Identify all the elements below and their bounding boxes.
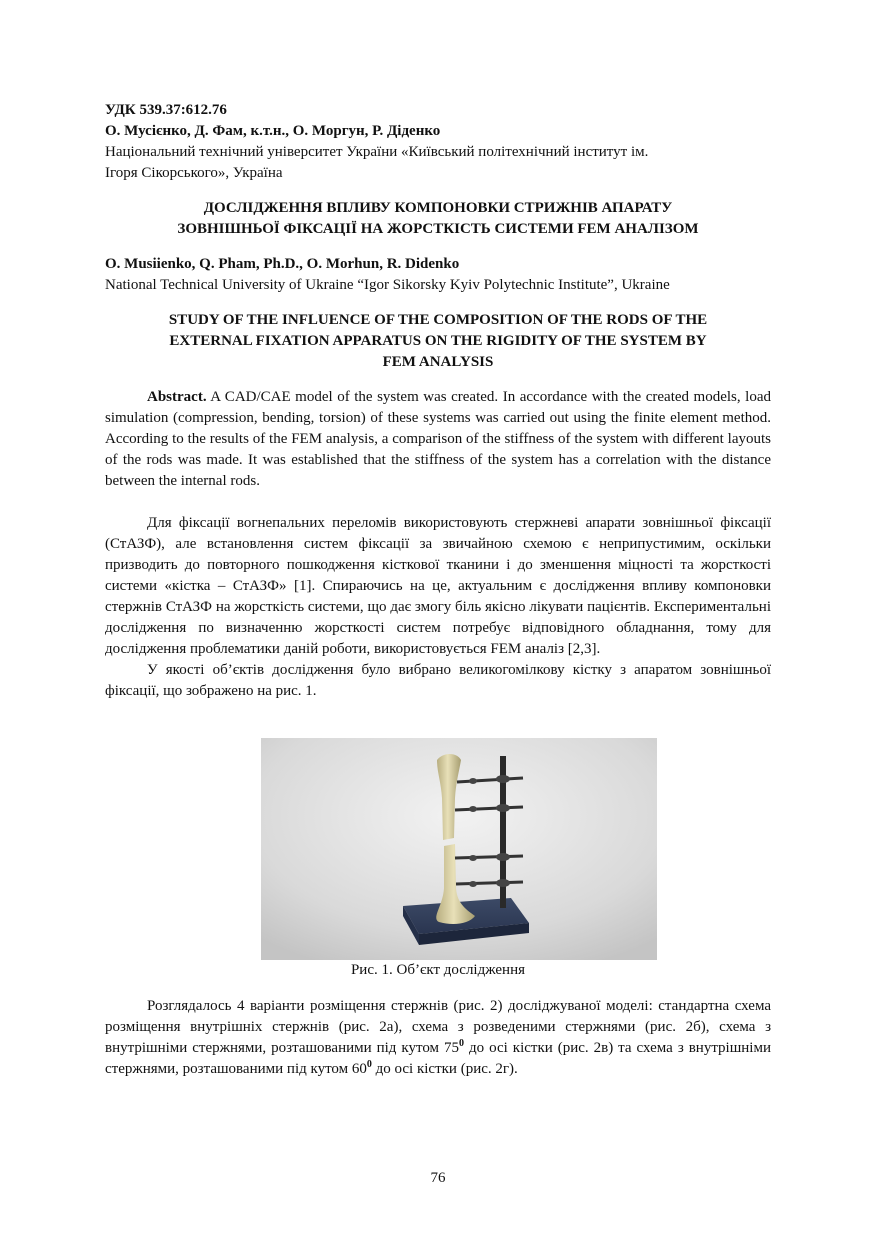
bone-fixator-illustration <box>261 738 657 960</box>
title-en <box>105 310 771 373</box>
paragraph-3 <box>105 996 771 1080</box>
affiliation-ua-line2: Ігоря Сікорського», Україна <box>105 165 283 181</box>
degree-superscript-2: 0 <box>366 1059 372 1070</box>
degree-superscript-1: 0 <box>459 1038 465 1049</box>
page-number: 76 <box>430 1170 446 1186</box>
paragraph-3-part-a: Розглядалось 4 варіанти розміщення стержнів (рис. 2) досліджуваної моделі: стандартна схема розміщення внутрішніх стержнів (рис. 2а), схема з розведеними стержнями (рис. 2б), схема з внутрішніми стержнями, розташованими під кутом 75 <box>105 998 771 1056</box>
title-en-line1: STUDY OF THE INFLUENCE OF THE COMPOSITION OF THE RODS OF THE <box>168 312 708 328</box>
udc-code: УДК 539.37:612.76 <box>105 102 227 118</box>
paragraph-1: Для фіксації вогнепальних переломів використовують стержневі апарати зовнішньої фіксації (СтАЗФ), але встановлення систем фіксації за звичайною схемою є неприпустимим, оскільки призводить до повторного пошкодження кісткової тканини і до зменшення міцності та жорсткості системи «кістка – СтАЗФ» [1]. Спираючись на це, актуальним є дослідження впливу компоновки стержнів СтАЗФ на жорсткість системи, що дає змогу біль якісно лікувати пацієнтів. Експериментальні дослідження по визначенню жорсткості систем потребує відповідного обладнання, тому для дослідження проблематики даній роботи, використовується FEM аналіз [2,3]. <box>105 515 771 657</box>
paragraph-3-part-b: до осі кістки (рис. 2в) та схема з внутрішніми стержнями, розташованими під кутом 60 <box>105 1040 771 1077</box>
authors-ua: О. Мусієнко, Д. Фам, к.т.н., О. Моргун, Р. Діденко <box>105 123 441 139</box>
affiliation-ua-line1: Національний технічний університет України «Київський політехнічний інститут ім. <box>105 144 649 160</box>
title-en-line2: EXTERNAL FIXATION APPARATUS ON THE RIGIDITY OF THE SYSTEM BY <box>169 333 707 349</box>
paragraph-3-part-c: до осі кістки (рис. 2г). <box>371 1061 518 1077</box>
abstract-text: A CAD/CAE model of the system was created. In accordance with the created models, load simulation (compression, bending, torsion) of these systems was carried out using the finite element method. According to the results of the FEM analysis, a comparison of the stiffness of the system with different layouts of the rods was made. It was established that the stiffness of the system has a correlation with the distance between the internal rods. <box>105 389 771 489</box>
abstract-label: Abstract. <box>147 389 207 405</box>
title-ua <box>105 198 771 240</box>
title-en-line3: FEM ANALYSIS <box>382 354 494 370</box>
abstract <box>105 387 771 492</box>
page-content <box>105 100 771 702</box>
affiliation-en: National Technical University of Ukraine “Igor Sikorsky Kyiv Polytechnic Institute”, Ukraine <box>105 277 670 293</box>
title-ua-line1: ДОСЛІДЖЕННЯ ВПЛИВУ КОМПОНОВКИ СТРИЖНІВ АПАРАТУ <box>203 200 673 216</box>
figure-1-image <box>261 738 657 960</box>
title-ua-line2: ЗОВНІШНЬОЇ ФІКСАЦІЇ НА ЖОРСТКІСТЬ СИСТЕМИ FEM АНАЛІЗОМ <box>177 221 699 237</box>
authors-en: O. Musiienko, Q. Pham, Ph.D., O. Morhun, R. Didenko <box>105 256 460 272</box>
paragraph-2: У якості об’єктів дослідження було вибрано великогомілкову кістку з апаратом зовнішньої фіксації, що зображено на рис. 1. <box>105 662 771 699</box>
figure-1-caption: Рис. 1. Об’єкт дослідження <box>350 962 526 978</box>
